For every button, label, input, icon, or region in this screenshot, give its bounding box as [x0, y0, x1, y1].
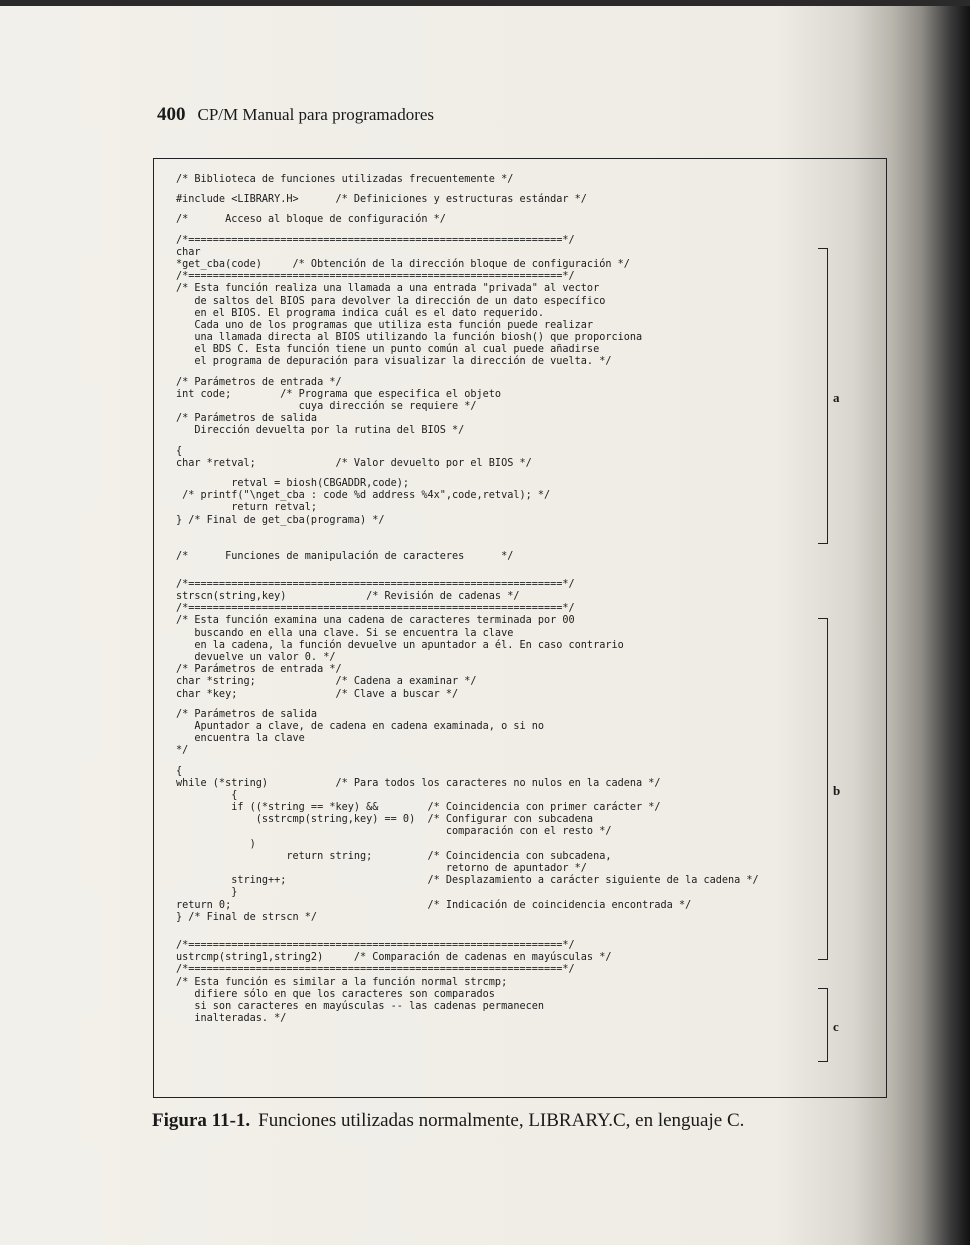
code-line: char	[176, 246, 201, 258]
bracket-label-a: a	[833, 390, 840, 405]
code-line: buscando en ella una clave. Si se encuentra la clave	[176, 627, 514, 639]
code-line: {	[176, 765, 183, 777]
page-number: 400	[157, 104, 186, 125]
code-line: Cada uno de los programas que utiliza esta función puede realizar	[176, 319, 594, 331]
code-line: {	[176, 789, 238, 801]
code-line: /* Esta función examina una cadena de caracteres terminada por 00	[176, 615, 575, 627]
code-line: devuelve un valor 0. */	[176, 652, 336, 663]
code-line	[176, 758, 826, 766]
code-line: int code; /* Programa que especifica el objeto	[176, 388, 502, 400]
code-line	[176, 563, 826, 571]
code-line: cuya dirección se requiere */	[176, 401, 477, 412]
page-header	[157, 104, 434, 130]
code-line	[176, 571, 826, 579]
code-line: en el BIOS. El programa indica cuál es el dato requerido.	[176, 307, 545, 319]
code-line: return retval;	[176, 502, 318, 514]
code-line: Apuntador a clave, de cadena en cadena examinada, o si no	[176, 720, 545, 732]
code-line: strscn(string,key) /* Revisión de cadenas */	[176, 591, 520, 603]
code-line: }	[176, 887, 238, 899]
code-line: /* Funciones de manipulación de caracteres */	[176, 550, 514, 562]
code-line	[176, 543, 826, 551]
code-listing	[176, 174, 826, 1025]
code-line: char *key; /* Clave a buscar */	[176, 688, 459, 700]
code-line: /*=============================================================*/	[176, 271, 575, 283]
code-line: } /* Final de strscn */	[176, 911, 318, 923]
code-line: /* Parámetros de entrada */	[176, 376, 342, 388]
page-edge	[0, 0, 970, 6]
code-line	[176, 369, 826, 377]
code-line: /* Esta función realiza una llamada a una entrada "privada" al vector	[176, 283, 600, 295]
running-title: CP/M Manual para programadores	[197, 105, 435, 124]
code-line: /*=============================================================*/	[176, 603, 575, 615]
code-line: /*=============================================================*/	[176, 964, 575, 976]
code-line: #include <LIBRARY.H> /* Definiciones y estructuras estándar */	[176, 194, 587, 206]
bracket-label-c: c	[833, 1019, 839, 1034]
code-line	[176, 186, 826, 194]
code-line: /* Parámetros de salida	[176, 708, 318, 720]
code-line: char *string; /* Cadena a examinar */	[176, 676, 477, 688]
code-line: string++; /* Desplazamiento a carácter siguiente de la cadena */	[176, 875, 759, 887]
code-line: /*=============================================================*/	[176, 234, 575, 246]
code-line: if ((*string == *key) && /* Coincidencia con primer carácter */	[176, 802, 661, 814]
code-line	[176, 924, 826, 932]
code-line	[176, 470, 826, 478]
code-line: /* printf("\nget_cba : code %d address %4x",code,retval); */	[176, 490, 551, 502]
code-line	[176, 227, 826, 235]
code-line: el BDS C. Esta función tiene un punto común al cual puede añadirse	[176, 344, 600, 356]
code-line: /* Esta función es similar a la función normal strcmp;	[176, 976, 508, 988]
figure-caption	[152, 1110, 744, 1132]
bracket-label-b: b	[833, 783, 841, 798]
code-line	[176, 701, 826, 709]
code-line	[176, 438, 826, 446]
bracket-c	[818, 988, 828, 1062]
code-line: inalteradas. */	[176, 1013, 287, 1025]
code-line	[176, 932, 826, 940]
code-line: return 0; /* Indicación de coincidencia encontrada */	[176, 899, 692, 911]
caption-text: Funciones utilizadas normalmente, LIBRARY.C, en lenguaje C.	[258, 1110, 745, 1131]
code-line: /* Parámetros de entrada */	[176, 664, 342, 676]
code-line: en la cadena, la función devuelve un apuntador a él. En caso contrario	[176, 639, 624, 651]
code-line: */	[176, 745, 189, 757]
code-line: el programa de depuración para visualizar la dirección de vuelta. */	[176, 356, 612, 368]
code-line	[176, 535, 826, 543]
figure-number: Figura 11-1.	[152, 1110, 251, 1131]
code-line: )	[176, 838, 256, 850]
code-line: de saltos del BIOS para devolver la dirección de un dato específico	[176, 295, 606, 307]
code-line: /* Parámetros de salida	[176, 413, 318, 425]
code-line: {	[176, 445, 183, 457]
code-line: retorno de apuntador */	[176, 863, 587, 874]
code-line: difiere sólo en que los caracteres son comparados	[176, 988, 495, 1000]
code-line: (sstrcmp(string,key) == 0) /* Configurar con subcadena	[176, 814, 594, 826]
code-line: ustrcmp(string1,string2) /* Comparación de cadenas en mayúsculas */	[176, 952, 612, 964]
code-line: } /* Final de get_cba(programa) */	[176, 514, 385, 526]
code-line: /*=============================================================*/	[176, 578, 575, 590]
code-line: /* Biblioteca de funciones utilizadas frecuentemente */	[176, 174, 514, 185]
code-line: encuentra la clave	[176, 733, 305, 745]
code-line: /* Acceso al bloque de configuración */	[176, 214, 446, 226]
code-line: si son caracteres en mayúsculas -- las cadenas permanecen	[176, 1000, 545, 1012]
code-line: return string; /* Coincidencia con subcadena,	[176, 850, 612, 862]
code-line: char *retval; /* Valor devuelto por el BIOS */	[176, 457, 532, 469]
code-line: retval = biosh(CBGADDR,code);	[176, 477, 410, 489]
code-line: while (*string) /* Para todos los caracteres no nulos en la cadena */	[176, 777, 661, 789]
code-line: /*=============================================================*/	[176, 939, 575, 951]
bracket-a	[818, 248, 828, 544]
code-line: *get_cba(code) /* Obtención de la dirección bloque de configuración */	[176, 258, 630, 270]
code-line	[176, 527, 826, 535]
code-line: una llamada directa al BIOS utilizando la función biosh() que proporciona	[176, 332, 643, 344]
code-line: comparación con el resto */	[176, 826, 612, 838]
bracket-b	[818, 618, 828, 960]
code-line: Dirección devuelta por la rutina del BIOS */	[176, 425, 465, 437]
